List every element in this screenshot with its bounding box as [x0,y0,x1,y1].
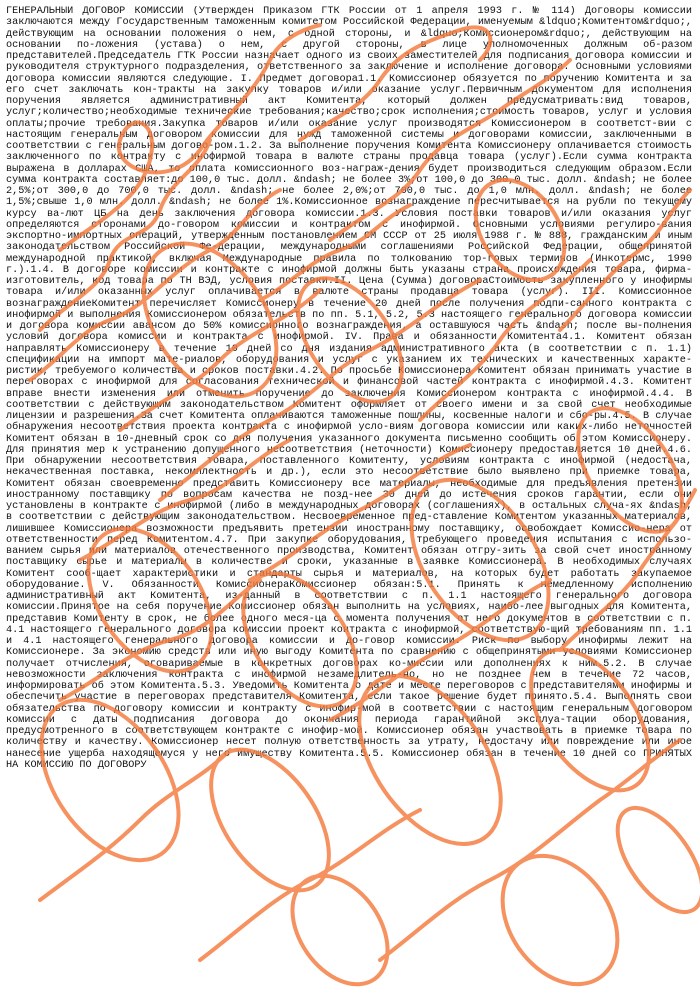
document-body [6,6,692,994]
contract-text: ГЕНЕРАЛЬНЫЙ ДОГОВОР КОМИССИИ (Утвержден Приказом ГТК России от 1 апреля 1993 г. № 114) Договоры комиссии заключаются между Государственным таможенным комитетом Российской Федерации, именуемым &ldquo;Комитентом&rdquo;, действующим на основании положения о нем, с одной стороны, и &ldquo;Комиссионером&rdquo;, действующим на основании по-ложения (устава) о нем, с другой стороны, в лице уполномоченных должным об-разом представителей.Председатель ГТК России назначает одного из своих заместителей для подписания договора комиссии и руководителя структурного подразделения, ответственного за заключение и исполнение договора. Основными условиями договора комиссии являются следующие. I. Предмет договора1.1. Комиссионер обязуется по поручению Комитента и за его счет заключать кон-тракты на закупку товаров и/или оказание услуг.Первичным документом для исполнения поручения является административный акт Комитента, который должен предусматривать:вид товаров, услуг;количество;необходимые технические требования;качество;срок исполнения;стоимость товаров, услуг и условия оплаты;прочие требования.Закупка товаров и/или оказание услуг производятся Комиссионером в соответст-вии с настоящим генеральным договором комиссии для нужд таможенной системы и договорами комиссии, заключенными в соответствии с генеральным догово-ром.1.2. За выполнение поручения Комитента Комиссионеру оплачивается стоимость заключенного по контракту с инофирмой товара в валюте страны продавца товара (услуг).Если сумма контракта выражена в долларах США, то оплата комиссионного воз-награж-дения будет производиться следующим образом.Если сумма контракта составляет:до 100,0 тыс. долл. &ndash; не более 3%;от 100,0 до 300,0 тыс. долл. &ndash; не более 2,5%;от 300,0 до 700,0 тыс. долл. &ndash; не более 2,0%;от 700,0 тыс. до 1,0 млн. долл. &ndash; не более 1,5%;свыше 1,0 млн. долл. &ndash; не более 1%.Комиссионное вознаграждение пересчитывается на рубли по текущему курсу ва-лют ЦБ на день заключения договора комиссии.1.3. Условия поставки товаров и/или оказания услуг определяются сторонами до-говором комиссии и контрактом с инофирмой. Основными условиями регулиро-вания экспортно-импортных операций, утвержденным постановлением СМ СССР от 25 июля 1988 г. № 888, гражданским и иным законодательством Российской Фе-дерации, международными соглашениями Российской Федерации, общепринятой международной практикой, включая Международные правила по толкованию тор-говых терминов (Инкотермс, 1990 г.).1.4. В договоре комиссии и контракте с инофирмой должны быть указаны страна происхождения товара, фирма-изготовитель, код товара по ТН ВЭД, условия поставки.II. Цена (Сумма) договораСтоимость закупленного у инофирмы товара и/или оказанных услуг оплачивается в валюте страны продавца товара (услуг). III. Комиссионное вознаграждениеКомитент перечисляет Комиссионеру в течение 20 дней после получения подпи-санного контракта с инофирмой и выполнения Комиссионером обязательств по пп. 5.1, 5.2, 5.3 настоящего генерального договора комиссии и договора комиссии авансом до 50% комиссионного вознаграждения, а оставшуюся часть &ndash; после вы-полнения условий договора комиссии и контракта с инофирмой. IV. Права и обязанности Комитента4.1. Комитент обязан направлять Комиссионеру в течение 10 дней со дня издания административного акта (в соответствии с п. 1.1) спецификации на импорт мате-риалов, оборудования и услуг с указанием их технических и качественных характе-ристик, требуемого количества и сроков поставки.4.2. По просьбе Комиссионера Комитент обязан принимать участие в переговорах с инофирмой для согласования технической и финансовой частей контракта с инофирмой.4.3. Комитент вправе внести изменения или отменить поручение до заключения Комиссионером контракта с инофирмой.4.4. В соответствии с действующим законодательством Комитент оформляет от своего имени и за свой счет необходимые лицензии и разрешения.За счет Комитента оплачиваются таможенные пошлины, косвенные налоги и сбо-ры.4.5. В случае обнаружения несоответствия проекта контракта с инофирмой усло-виям договора комиссии или каких-либо неточностей Комитент обязан в 10-дневный срок со дня получения указанного документа письменно сообщить об этом Комиссионеру. Для принятия мер к устранению допущенного несоответствия (неточности) Комиссионеру предоставляется 10 дней.4.6. При обнаружении несоответствия товара, поставленного Комитенту, условиям контракта с инофирмой (недостача, некачественная поставка, некомплектность и др.), если это несоответствие было выявлено при приемке товара, Комитент обязан своевременно представить Комиссионеру все материалы, необходимые для предъявления претензии иностранному поставщику по вопросам качества не позд-нее 30 дней до истечения сроков гарантии, если они установлены в контракте с инофирмой (либо в международных договорах (соглашениях), в остальных случа-ях &ndash; в соответствии с действующим законодательством. Несвоевременное пред-ставление Комитентом указанных материалов, лишившее Комиссионера возможности предъявить претензии иностранному поставщику, освобождает Комиссио-нера от ответственности перед Комитентом.4.7. При закупке оборудования, требующего проведения испытания с использо-ванием сырья или материалов отечественного производства, Комитент обязан отгру-зить за свой счет иностранному поставщику сырье и материалы в количестве и сроки, указанные в заявке Комиссионера. В необходимых случаях Комитент сооб-щает характеристики и стандарты сырья и материалов, на которых будет работать закупаемое оборудование. V. Обязанности КомиссионераКомиссионер обязан:5.1. Принять к немедленному исполнению административный акт Комитента, из-данный в соответствии с п. 1.1 настоящего генерального договора комиссии.Принятое на себя поручение Комиссионер обязан выполнить на условиях, наибо-лее выгодных для Комитента, представив Комитенту в срок, не более одного меся-ца с момента получения от него документов в соответствии с п. 4.1 настоящего генерального договора комиссии проект контракта с инофирмой, соответствую-щий требованиям пп. 1.1 и 4.1 настоящего генерального договора комиссии и до-говор комиссии. Риск по выбору инофирмы лежит на Комиссионере. За экономию средств или иную выгоду Комитента по сравнению с общепринятыми условиями Комиссионер получает отчисления, оговариваемые в конкретных договорах ко-миссии или дополнениях к ним.5.2. В случае невозможности заключения контракта с инофирмой незамедлитель-но, но не позднее чем в течение 72 часов, информировать об этом Комитента.5.3. Уведомить Комитента о дате и месте переговоров с представителями инофирмы и обеспечить участие в переговорах представителя Комитента, если такое решение будет принято.5.4. Выполнять свои обязательства по договору комиссии и контракту с инофир-мой в соответствии с настоящим генеральным договором комиссии с даты подписания договора до окончания периода гарантийной эксплуа-тации оборудования, предусмотренного в соответствующем контракте с инофир-мой. Комиссионер обязан участвовать в приемке товара по количеству и качеству. Комиссионер несет полную ответственность за утрату, недостачу или повреждение или иное нанесение ущерба находящемуся у него имуществу Комитента.5.5. Комиссионер обязан в течение 10 дней со ПРИНЯТЫХ НА КОМИССИЮ ПО ДОГОВОРУ [6,6,692,771]
